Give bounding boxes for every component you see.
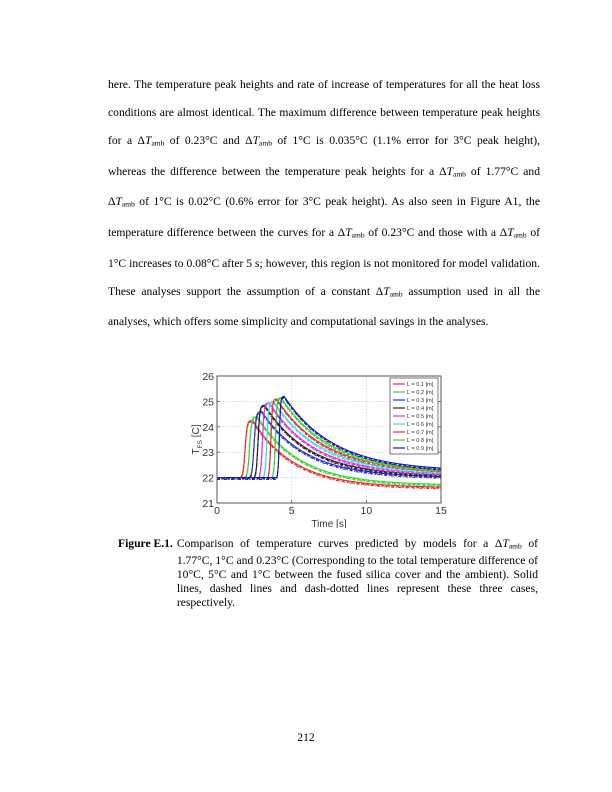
legend-label: L = 0.6 [m] <box>407 422 434 429</box>
legend-label: L = 0.9 [m] <box>407 446 434 453</box>
legend-label: L = 0.1 [m] <box>407 382 434 389</box>
body-paragraph <box>108 71 540 336</box>
figure-caption <box>118 537 538 611</box>
x-axis-label: Time [s] <box>311 519 347 528</box>
y-axis-label: $T_{FS}$ [C] <box>191 424 204 455</box>
y-tick-label: 25 <box>202 396 214 409</box>
x-tick-label: 10 <box>360 505 373 517</box>
legend-label: L = 0.4 [m] <box>407 406 434 413</box>
x-tick-label: 5 <box>288 505 295 517</box>
delta-t-amb-symbol: $\Delta T_{amb}$ <box>108 195 135 209</box>
figure-caption-text: Comparison of temperature curves predicted by models for a $\Delta T_{amb}$ of 1.77°C, 1°C and 0.23°C (Corresponding to the total temperature difference of 10°C, 5°C and 1°C between the fused silica cover and the ambient). Solid lines, dashed lines and dash-dotted lines represent these three cases, respectively. <box>176 537 539 610</box>
page-number: 212 <box>297 731 315 744</box>
legend-label: L = 0.5 [m] <box>407 414 434 421</box>
x-tick-label: 15 <box>435 505 447 517</box>
y-tick-label: 24 <box>202 421 214 434</box>
legend-label: L = 0.8 [m] <box>407 438 434 445</box>
legend-label: L = 0.2 [m] <box>407 390 434 397</box>
delta-t-amb-symbol: $\Delta T_{amb}$ <box>499 225 527 240</box>
y-tick-label: 21 <box>202 498 214 510</box>
delta-t-amb-symbol: $\Delta T_{amb}$ <box>375 284 403 299</box>
y-tick-label: 22 <box>202 472 214 485</box>
x-tick-label: 0 <box>214 505 220 517</box>
delta-t-amb-symbol: $\Delta T_{amb}$ <box>337 225 365 240</box>
figure-label: Figure E.1. <box>118 537 173 550</box>
delta-t-amb-symbol: $\Delta T_{amb}$ <box>494 537 522 551</box>
y-tick-label: 26 <box>202 371 214 383</box>
delta-t-amb-symbol: $\Delta T_{amb}$ <box>137 134 165 148</box>
paragraph-text: here. The temperature peak heights and rate of increase of temperatures for all the heat loss conditions are almost identical. The maximum difference between temperature peak heights for a $\Delta T_{amb}$ of 0.23°C and $\Delta T_{amb}$ of 1°C is 0.035°C (1.1% error for 3°C peak height), whereas the difference between the temperature peak heights for a $\Delta T_{amb}$ of 1.77°C and $\Delta T_{amb}$ of 1°C is 0.02°C (0.6% error for 3°C peak height). As also seen in Figure A1, the temperature difference between the curves for a $\Delta T_{amb}$ of 0.23°C and those with a $\Delta T_{amb}$ of 1°C increases to 0.08°C after 5 s; however, this region is not monitored for model validation. These analyses support the assumption of a constant $\Delta T_{amb}$ assumption used in all the analyses, which offers some simplicity and computational savings in the analyses. <box>108 78 541 329</box>
y-tick-label: 23 <box>202 447 214 460</box>
temperature-line-chart <box>175 368 460 528</box>
figure-chart <box>175 368 460 528</box>
legend-label: L = 0.7 [m] <box>407 430 434 437</box>
legend-label: L = 0.3 [m] <box>407 398 434 405</box>
delta-t-amb-symbol: $\Delta T_{amb}$ <box>245 134 272 148</box>
delta-t-amb-symbol: $\Delta T_{amb}$ <box>439 164 466 179</box>
